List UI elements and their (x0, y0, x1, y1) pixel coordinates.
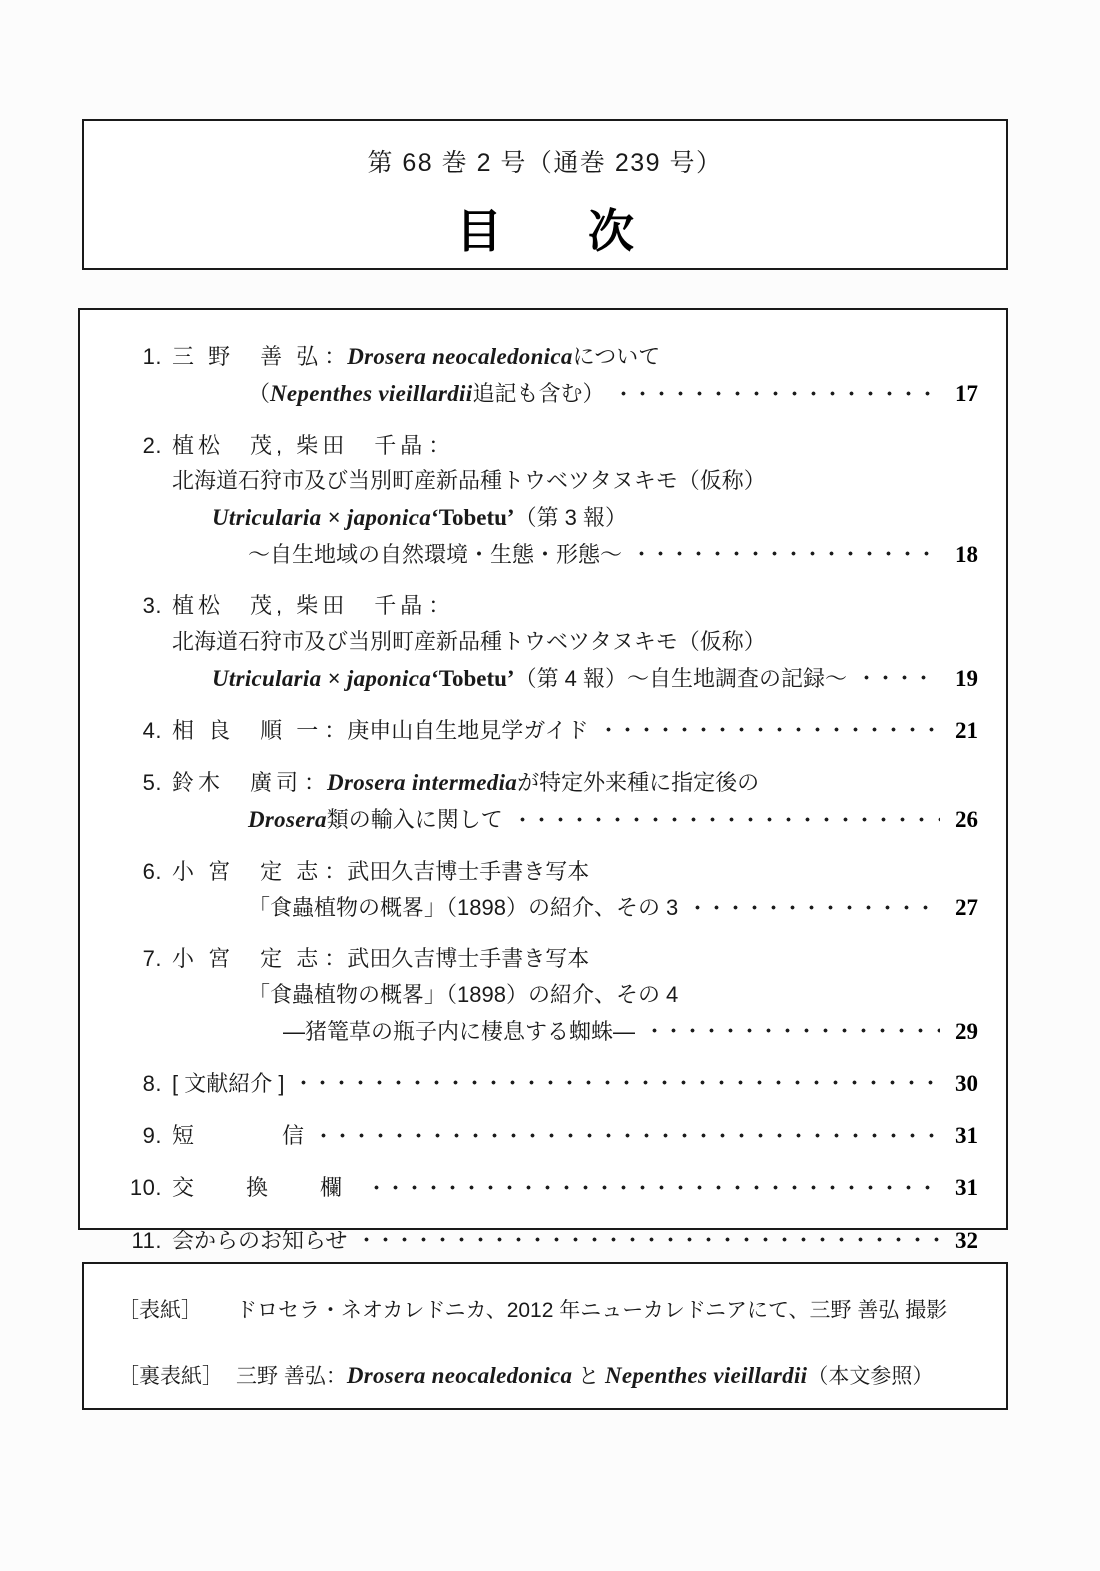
dot-leader (294, 1069, 940, 1091)
toc-entry-line (108, 941, 978, 977)
toc-entry-5 (108, 764, 978, 839)
entry-title-text: 武田久吉博士手書き写本 (347, 946, 590, 972)
entry-title-text: 短 信 (172, 1123, 305, 1149)
entry-number: 5. (142, 770, 162, 795)
entry-author: 植松 茂, 柴田 千晶 (172, 432, 427, 458)
entry-title-text: 「食蟲植物の概畧」（1898）の紹介、その 3 (248, 895, 679, 921)
toc-entry-3 (108, 588, 978, 697)
page-title: 目 次 (456, 205, 654, 257)
dot-leader (632, 540, 940, 562)
entry-page-number: 19 (955, 665, 978, 691)
entry-number: 8. (142, 1070, 162, 1096)
toc-entry-8 (108, 1065, 978, 1102)
toc-entry-11 (108, 1222, 978, 1259)
toc-entry-6 (108, 854, 978, 927)
entry-page-number: 27 (955, 895, 978, 921)
entry-cultivar-name: ‘Tobetu’ (431, 665, 515, 691)
toc-entry-line (108, 801, 978, 838)
dot-leader (513, 805, 940, 827)
entry-title-text: が特定外来種に指定後の (517, 770, 760, 795)
dot-leader (857, 664, 940, 686)
issue-number: 第 68 巻 2 号（通巻 239 号） (367, 149, 723, 177)
cover-credit-line (118, 1294, 972, 1324)
dot-leader (314, 1121, 940, 1143)
entry-colon: ： (324, 858, 347, 884)
entry-scientific-name: Utricularia × japonica (212, 504, 432, 530)
entry-number: 6. (142, 858, 162, 884)
toc-entry-line (108, 660, 978, 697)
entry-paren-open: （ (248, 381, 271, 407)
dot-leader (599, 716, 940, 738)
toc-entry-line (108, 624, 978, 660)
toc-entry-line (108, 1065, 978, 1102)
toc-entry-line (108, 1169, 978, 1206)
backcover-credit-text (236, 1360, 972, 1390)
entry-title-text: ～自生地域の自然環境・生態・形態～ (248, 542, 623, 567)
cover-credits-box (82, 1262, 1008, 1410)
entry-title-text: 北海道石狩市及び当別町産新品種トウベツタヌキモ（仮称） (172, 628, 766, 654)
entry-page-number: 17 (955, 381, 978, 407)
entry-scientific-name: Drosera intermedia (327, 770, 518, 795)
toc-entry-line (108, 889, 978, 926)
entry-title-text: 交 換 欄 (172, 1175, 358, 1201)
entry-title-text: 「食蟲植物の概畧」（1898）の紹介、その 4 (248, 982, 679, 1007)
toc-entry-line (108, 338, 978, 375)
backcover-scientific-name-1: Drosera neocaledonica (346, 1363, 573, 1388)
toc-entry-2 (108, 428, 978, 574)
toc-entry-line (108, 463, 978, 499)
cover-credit-text: ドロセラ・ネオカレドニカ、2012 年ニューカレドニアにて、三野 善弘 撮影 (236, 1299, 948, 1322)
entry-title-text: ―猪篭草の瓶子内に棲息する蜘蛛― (283, 1018, 636, 1044)
toc-entry-line (108, 375, 978, 412)
entry-cultivar-name: ‘Tobetu’ (431, 504, 515, 530)
entry-colon: ： (304, 770, 327, 795)
entry-author: 三 野 善 弘 (172, 344, 323, 369)
entry-page-number: 31 (955, 1175, 978, 1201)
dot-leader (688, 893, 940, 915)
toc-entry-line (108, 764, 978, 801)
cover-label: ［表紙］ (118, 1299, 202, 1322)
entry-title-text: 会からのお知らせ (172, 1227, 348, 1253)
entry-title-text: 追記も含む） (472, 381, 605, 407)
entry-title-text: 武田久吉博士手書き写本 (347, 858, 590, 884)
toc-entry-line (108, 977, 978, 1013)
entry-colon: ： (428, 432, 451, 458)
entry-scientific-name: Utricularia × japonica (212, 665, 432, 691)
entry-title-text: （第 4 報）～自生地調査の記録～ (514, 665, 848, 691)
entry-page-number: 31 (955, 1123, 978, 1149)
entry-page-number: 21 (955, 717, 978, 743)
entry-scientific-name: Drosera (248, 807, 327, 833)
entry-number: 4. (142, 717, 162, 743)
entry-title-text: 北海道石狩市及び当別町産新品種トウベツタヌキモ（仮称） (172, 468, 766, 494)
toc-entry-7 (108, 941, 978, 1050)
entry-number: 11. (131, 1227, 162, 1253)
toc-entry-line (108, 588, 978, 624)
toc-entry-4 (108, 712, 978, 749)
entry-number: 3. (142, 593, 162, 619)
toc-entry-line (108, 1222, 978, 1259)
entry-number: 1. (142, 344, 162, 369)
entry-author: 相 良 順 一 (172, 717, 323, 743)
entry-colon: ： (428, 593, 451, 619)
entry-page-number: 32 (955, 1227, 978, 1253)
toc-entry-line (108, 536, 978, 573)
backcover-note: （本文参照） (807, 1365, 934, 1388)
issue-header-box (82, 119, 1008, 270)
entry-author: 小 宮 定 志 (172, 858, 323, 884)
backcover-label: ［裏表紙］ (118, 1365, 223, 1388)
entry-page-number: 29 (955, 1018, 978, 1044)
entry-page-number: 30 (955, 1070, 978, 1096)
entry-author: 鈴木 廣司 (172, 770, 303, 795)
toc-entry-line (108, 854, 978, 890)
entry-title-text: 類の輸入に関して (326, 807, 503, 833)
toc-entry-line (108, 428, 978, 464)
toc-entry-line (108, 1013, 978, 1050)
entry-title-text: （第 3 報） (514, 504, 628, 530)
toc-entry-9 (108, 1117, 978, 1154)
table-of-contents-box (78, 308, 1008, 1253)
entry-colon: ： (324, 344, 347, 369)
entry-title-text: について (572, 344, 661, 369)
toc-entry-1 (108, 338, 978, 413)
entry-number: 2. (142, 432, 162, 458)
backcover-scientific-name-2: Nepenthes vieillardii (604, 1363, 808, 1388)
entry-scientific-name: Drosera neocaledonica (347, 344, 573, 369)
toc-entry-line (108, 1117, 978, 1154)
entry-author: 植松 茂, 柴田 千晶 (172, 593, 427, 619)
toc-entry-line (108, 499, 978, 536)
backcover-author: 三野 善弘： (236, 1365, 347, 1388)
toc-entry-line (108, 712, 978, 749)
dot-leader (614, 379, 940, 401)
entry-title-text: [ 文献紹介 ] (172, 1070, 285, 1096)
entry-colon: ： (324, 946, 347, 972)
entry-colon: ： (324, 717, 347, 743)
backcover-conjunction: と (572, 1365, 605, 1388)
backcover-credit-line (118, 1360, 972, 1390)
dot-leader (645, 1017, 940, 1039)
entry-number: 10. (129, 1175, 162, 1201)
entry-title-text: 庚申山自生地見学ガイド (347, 717, 589, 743)
dot-leader (367, 1173, 940, 1195)
entry-scientific-name: Nepenthes vieillardii (270, 381, 473, 407)
toc-entry-10 (108, 1169, 978, 1206)
entry-page-number: 26 (955, 807, 978, 833)
entry-page-number: 18 (955, 542, 978, 567)
entry-number: 9. (142, 1123, 162, 1149)
entry-author: 小 宮 定 志 (172, 946, 323, 972)
dot-leader (357, 1226, 940, 1248)
entry-number: 7. (142, 946, 162, 972)
